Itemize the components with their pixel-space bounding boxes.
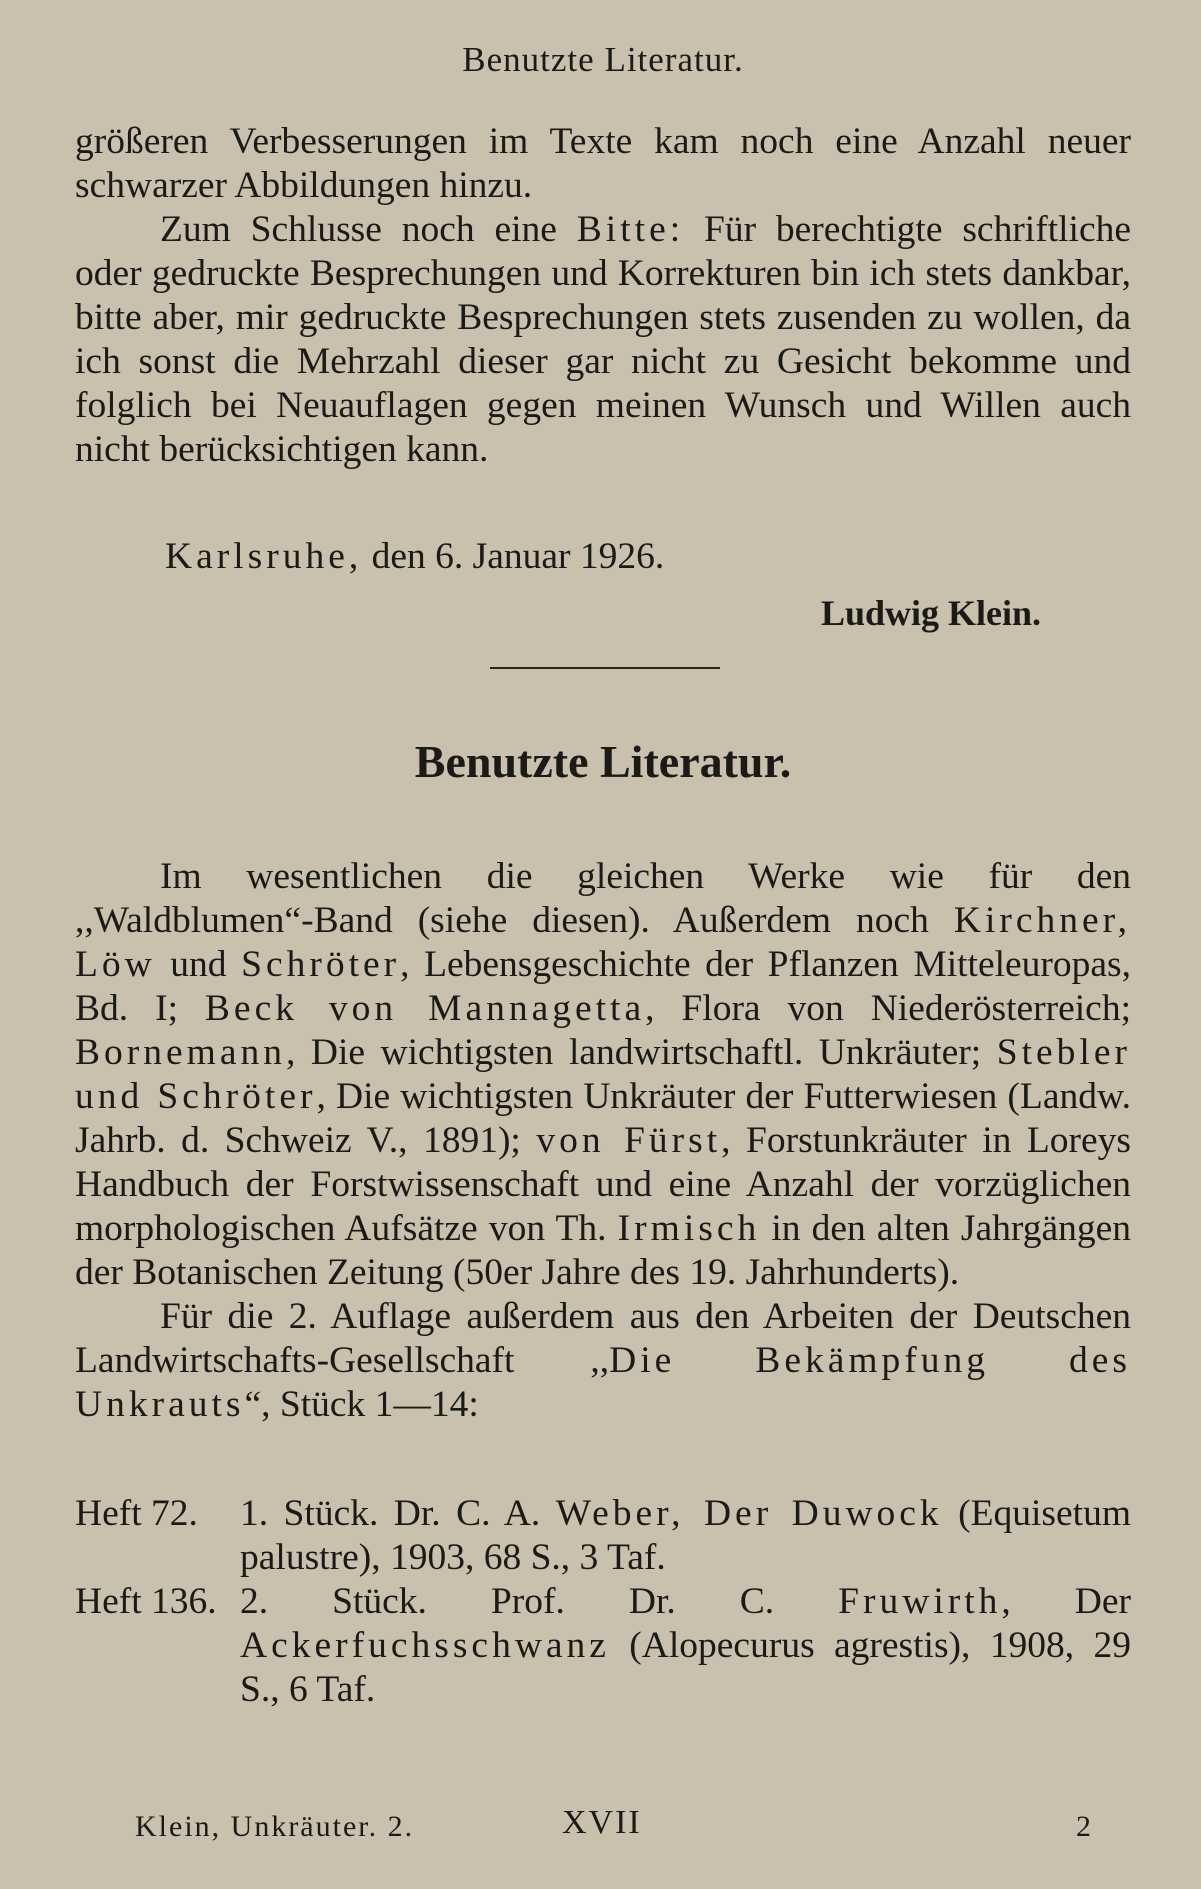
literature-paragraph-1-run: und [155, 944, 242, 985]
bibliography-heft-number: Heft 72. [75, 1493, 198, 1534]
section-title: Benutzte Literatur. [414, 736, 792, 787]
running-head: Benutzte Literatur. [462, 40, 744, 79]
preface-paragraph-2 [75, 208, 1131, 472]
page-number-roman: XVII [562, 1804, 642, 1841]
signature-mark: Klein, Unkräuter. 2. [135, 1810, 415, 1843]
book-page [75, 30, 1131, 1870]
literature-paragraph-2-run: “, Stück 1—14: [244, 1384, 479, 1425]
literature-paragraph-1-run: , Die wichtigsten landwirtschaftl. Unkräuter; [285, 1032, 997, 1073]
bibliography-entry-text [240, 1580, 1131, 1712]
literature-paragraph-1-run: in den alten Jahrgängen der Botanischen Zeitung (50er Jahre des 19. Jahrhunderts). [75, 1208, 1131, 1293]
literature-paragraph-1-run-spaced: Bornemann [75, 1032, 286, 1073]
date: den 6. Januar 1926. [371, 536, 665, 577]
literature-paragraph-1-run: , Lebensgeschichte der Pflanzen Mitteleuropas, Bd. I; [75, 944, 1132, 1029]
literature-paragraph-1 [75, 855, 1131, 1295]
bibliography-entry-text-run: (Equisetum palustre), 1903, 68 S., 3 Taf. [240, 1493, 1132, 1578]
preface-text [75, 120, 1131, 472]
literature-paragraph-1-run-spaced: Beck von Mannagetta [204, 988, 646, 1029]
bibliography-entry [75, 1492, 1131, 1580]
literature-paragraph-1-run-spaced: Kirchner, Löw [75, 900, 1131, 985]
bibliography-entry [75, 1580, 1131, 1712]
literature-paragraph-1-run: , Forstunkräuter in Loreys Handbuch der Forstwissenschaft und eine Anzahl der vorzüglichen morphologischen Aufsätze von Th. [75, 1120, 1131, 1249]
bibliography-entry-text-run-spaced: Weber, Der Duwock [555, 1493, 943, 1534]
literature-paragraph-1-run: Im wesentlichen die gleichen Werke wie für den ,,Waldblumen“-Band (siehe diesen). Außerdem noch [75, 856, 1131, 941]
bibliography-entry-text-run-spaced: Fruwirth [838, 1581, 1002, 1622]
place: Karlsruhe, [165, 536, 363, 577]
literature-paragraph-1-run: , Die wichtigsten Unkräuter der Futterwiesen (Landw. Jahrb. d. Schweiz V., 1891); [75, 1076, 1131, 1161]
bibliography-entry-text-run: (Alopecurus agrestis), 1908, 29 S., 6 Taf. [240, 1625, 1131, 1710]
sheet-number: 2 [1076, 1810, 1091, 1843]
bibliography-entry-text-run-spaced: Ackerfuchsschwanz [240, 1625, 610, 1666]
author-signature: Ludwig Klein. [820, 593, 1041, 633]
bibliography-entry-text-run: 2. Stück. Prof. Dr. C. [240, 1581, 839, 1622]
literature-paragraph-1-run-spaced: Irmisch [617, 1208, 761, 1249]
preface-paragraph-2-spaced: Bitte: [576, 209, 685, 250]
preface-paragraph-1: größeren Verbesserungen im Texte kam noch eine Anzahl neuer schwarzer Abbildungen hinzu. [75, 121, 1131, 206]
bibliography-heft-number: Heft 136. [75, 1581, 217, 1622]
preface-paragraph-2-lead: Zum Schlusse noch eine [160, 209, 557, 250]
preface-paragraph-2-rest: Für berechtigte schriftliche oder gedruckte Besprechungen und Korrekturen bin ich stets dankbar, bitte aber, mir gedruckte Besprechungen stets zusenden zu wollen, da ich sonst die Mehrzahl dieser gar nicht zu Gesicht bekomme und folglich bei Neuauflagen gegen meinen Wunsch und Willen auch nicht berücksichtigen kann. [75, 209, 1132, 470]
place-date-line [165, 535, 664, 578]
literature-text [75, 855, 1131, 1427]
bibliography-entry-text [240, 1492, 1131, 1580]
literature-paragraph-1-run: , Flora von Niederösterreich; [645, 988, 1131, 1029]
bibliography-entry-text-run: 1. Stück. Dr. C. A. [240, 1493, 556, 1534]
literature-paragraph-1-run-spaced: von Fürst [536, 1120, 722, 1161]
literature-paragraph-1-run-spaced: Schröter [241, 944, 401, 985]
literature-paragraph-2 [75, 1295, 1131, 1427]
bibliography-list [75, 1492, 1131, 1712]
literature-paragraph-2-run: Für die 2. Auflage außerdem aus den Arbeiten der Deutschen Landwirtschafts-Gesellschaft ,, [75, 1296, 1131, 1381]
bibliography-entry-text-run: , Der [1001, 1581, 1131, 1622]
literature-paragraph-1-run-spaced: Stebler und Schröter [75, 1032, 1131, 1117]
literature-paragraph-2-run-spaced: Die Bekämpfung des Unkrauts [75, 1340, 1132, 1425]
section-divider [490, 667, 720, 669]
